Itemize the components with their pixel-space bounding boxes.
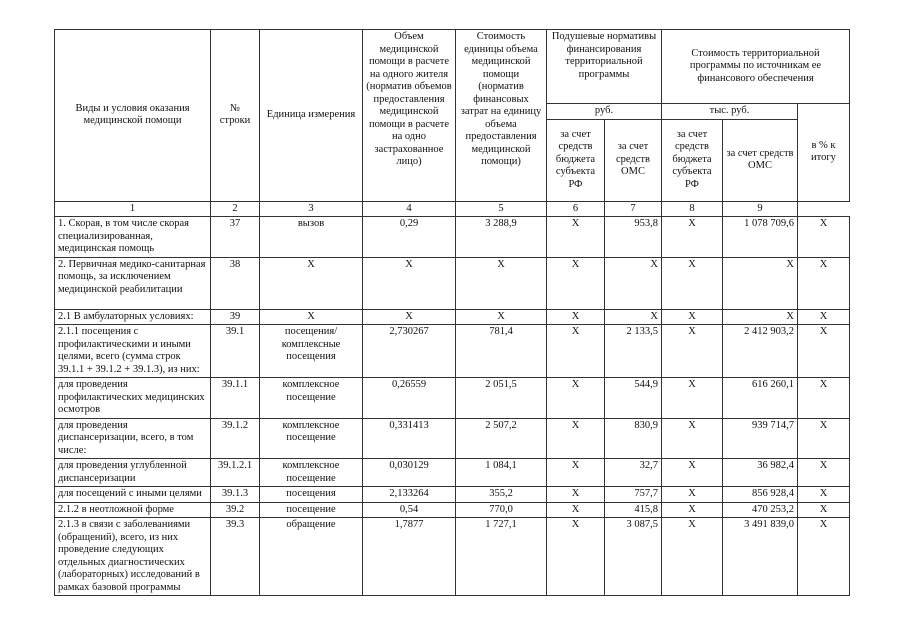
column-number: 2 bbox=[211, 201, 260, 217]
header-per-capita: Подушевые нормативы финансирования территориальной программы bbox=[547, 30, 662, 104]
row-budget-rub: Х bbox=[547, 257, 605, 309]
row-oms-rub: 3 087,5 bbox=[605, 518, 662, 596]
column-number: 7 bbox=[605, 201, 662, 217]
row-cost: Х bbox=[456, 309, 547, 325]
column-number: 9 bbox=[723, 201, 798, 217]
header-program-cost: Стоимость территориальной программы по источникам ее финансового обеспечения bbox=[662, 30, 850, 104]
row-budget-rub: Х bbox=[547, 418, 605, 459]
row-name: 2.1 В амбулаторных условиях: bbox=[55, 309, 211, 325]
table-row bbox=[55, 309, 850, 325]
row-oms-rub: 544,9 bbox=[605, 378, 662, 419]
row-cost: 2 507,2 bbox=[456, 418, 547, 459]
row-budget-rub: Х bbox=[547, 502, 605, 518]
row-oms-thous: 3 491 839,0 bbox=[723, 518, 798, 596]
row-unit: комплексное посещение bbox=[260, 459, 363, 487]
table-body bbox=[55, 217, 850, 596]
row-cost: Х bbox=[456, 257, 547, 309]
row-budget-rub: Х bbox=[547, 459, 605, 487]
header-unit: Единица измерения bbox=[260, 30, 363, 202]
row-cost: 1 727,1 bbox=[456, 518, 547, 596]
row-cost: 355,2 bbox=[456, 487, 547, 503]
row-number: 39.1 bbox=[211, 325, 260, 378]
row-budget-rub: Х bbox=[547, 325, 605, 378]
table-row bbox=[55, 502, 850, 518]
column-number: 8 bbox=[662, 201, 723, 217]
row-unit: посещения bbox=[260, 487, 363, 503]
row-budget-thous: Х bbox=[662, 502, 723, 518]
row-oms-thous: 856 928,4 bbox=[723, 487, 798, 503]
table-row bbox=[55, 217, 850, 258]
row-budget-thous: Х bbox=[662, 325, 723, 378]
row-oms-rub: 757,7 bbox=[605, 487, 662, 503]
column-number: 5 bbox=[456, 201, 547, 217]
row-unit: посещение bbox=[260, 502, 363, 518]
table-row bbox=[55, 487, 850, 503]
row-oms-thous: 2 412 903,2 bbox=[723, 325, 798, 378]
row-oms-thous: 1 078 709,6 bbox=[723, 217, 798, 258]
row-oms-rub: 953,8 bbox=[605, 217, 662, 258]
row-oms-rub: 415,8 bbox=[605, 502, 662, 518]
row-oms-rub: 2 133,5 bbox=[605, 325, 662, 378]
row-volume: 0,54 bbox=[363, 502, 456, 518]
row-unit: Х bbox=[260, 309, 363, 325]
row-volume: 0,331413 bbox=[363, 418, 456, 459]
row-name: для проведения профилактических медицинских осмотров bbox=[55, 378, 211, 419]
row-unit: комплексное посещение bbox=[260, 378, 363, 419]
row-oms-thous: 36 982,4 bbox=[723, 459, 798, 487]
row-cost: 770,0 bbox=[456, 502, 547, 518]
row-oms-rub: 32,7 bbox=[605, 459, 662, 487]
row-budget-rub: Х bbox=[547, 487, 605, 503]
row-budget-rub: Х bbox=[547, 518, 605, 596]
row-budget-rub: Х bbox=[547, 309, 605, 325]
row-oms-rub: Х bbox=[605, 309, 662, 325]
row-budget-thous: Х bbox=[662, 418, 723, 459]
header-oms-rub: за счет средств ОМС bbox=[605, 119, 662, 201]
row-cost: 2 051,5 bbox=[456, 378, 547, 419]
row-unit: Х bbox=[260, 257, 363, 309]
row-percent: Х bbox=[798, 518, 850, 596]
row-budget-rub: Х bbox=[547, 217, 605, 258]
row-percent: Х bbox=[798, 325, 850, 378]
row-name: для проведения углубленной диспансеризации bbox=[55, 459, 211, 487]
row-percent: Х bbox=[798, 487, 850, 503]
row-name: для проведения диспансеризации, всего, в том числе: bbox=[55, 418, 211, 459]
row-volume: 2,730267 bbox=[363, 325, 456, 378]
table-row bbox=[55, 459, 850, 487]
row-number: 39.1.3 bbox=[211, 487, 260, 503]
header-cost: Стоимость единицы объема медицинской помощи (норматив финансовых затрат на единицу объема предоставления медицинской помощи) bbox=[456, 30, 547, 202]
row-cost: 1 084,1 bbox=[456, 459, 547, 487]
row-percent: Х bbox=[798, 459, 850, 487]
header-budget-thous: за счет средств бюджета субъекта РФ bbox=[662, 119, 723, 201]
row-budget-thous: Х bbox=[662, 378, 723, 419]
row-oms-thous: 616 260,1 bbox=[723, 378, 798, 419]
row-volume: 0,26559 bbox=[363, 378, 456, 419]
row-cost: 781,4 bbox=[456, 325, 547, 378]
row-name: 2.1.2 в неотложной форме bbox=[55, 502, 211, 518]
row-name: для посещений с иными целями bbox=[55, 487, 211, 503]
header-volume: Объем медицинской помощи в расчете на одного жителя (норматив объемов предоставления медицинской помощи в расчете на одно застрахованное лицо) bbox=[363, 30, 456, 202]
row-budget-thous: Х bbox=[662, 459, 723, 487]
row-unit: обращение bbox=[260, 518, 363, 596]
table-row bbox=[55, 257, 850, 309]
row-percent: Х bbox=[798, 418, 850, 459]
row-number: 39.1.2.1 bbox=[211, 459, 260, 487]
row-volume: 1,7877 bbox=[363, 518, 456, 596]
table-row bbox=[55, 378, 850, 419]
row-percent: Х bbox=[798, 502, 850, 518]
row-oms-thous: 939 714,7 bbox=[723, 418, 798, 459]
row-budget-thous: Х bbox=[662, 309, 723, 325]
row-budget-rub: Х bbox=[547, 378, 605, 419]
column-number: 4 bbox=[363, 201, 456, 217]
row-percent: Х bbox=[798, 309, 850, 325]
row-oms-thous: Х bbox=[723, 309, 798, 325]
program-cost-table bbox=[54, 29, 850, 596]
row-number: 37 bbox=[211, 217, 260, 258]
row-unit: посещения/ комплексные посещения bbox=[260, 325, 363, 378]
header-kind: Виды и условия оказания медицинской помощи bbox=[55, 30, 211, 202]
table-row bbox=[55, 325, 850, 378]
row-oms-rub: Х bbox=[605, 257, 662, 309]
header-row-number: № строки bbox=[211, 30, 260, 202]
row-number: 39 bbox=[211, 309, 260, 325]
row-percent: Х bbox=[798, 378, 850, 419]
row-unit: комплексное посещение bbox=[260, 418, 363, 459]
row-percent: Х bbox=[798, 217, 850, 258]
column-number: 1 bbox=[55, 201, 211, 217]
row-budget-thous: Х bbox=[662, 217, 723, 258]
row-volume: 2,133264 bbox=[363, 487, 456, 503]
row-name: 2. Первичная медико-санитарная помощь, за исключением медицинской реабилитации bbox=[55, 257, 211, 309]
header-oms-thous: за счет средств ОМС bbox=[723, 119, 798, 201]
row-number: 39.2 bbox=[211, 502, 260, 518]
row-volume: 0,030129 bbox=[363, 459, 456, 487]
row-budget-thous: Х bbox=[662, 487, 723, 503]
row-budget-thous: Х bbox=[662, 257, 723, 309]
header-rub: руб. bbox=[547, 104, 662, 120]
row-unit: вызов bbox=[260, 217, 363, 258]
row-name: 2.1.3 в связи с заболеваниями (обращений), всего, из них проведение следующих отдельных диагностических (лабораторных) исследований в рамках базовой программы bbox=[55, 518, 211, 596]
header-budget-rub: за счет средств бюджета субъекта РФ bbox=[547, 119, 605, 201]
row-number: 39.1.2 bbox=[211, 418, 260, 459]
row-oms-rub: 830,9 bbox=[605, 418, 662, 459]
row-volume: Х bbox=[363, 257, 456, 309]
header-percent: в % к итогу bbox=[798, 104, 850, 202]
table-row bbox=[55, 418, 850, 459]
column-number: 6 bbox=[547, 201, 605, 217]
row-volume: 0,29 bbox=[363, 217, 456, 258]
table-row bbox=[55, 518, 850, 596]
row-volume: Х bbox=[363, 309, 456, 325]
row-number: 39.1.1 bbox=[211, 378, 260, 419]
row-cost: 3 288,9 bbox=[456, 217, 547, 258]
row-name: 2.1.1 посещения с профилактическими и иными целями, всего (сумма строк 39.1.1 + 39.1.2 + 39.1.3), из них: bbox=[55, 325, 211, 378]
header-thous-rub: тыс. руб. bbox=[662, 104, 798, 120]
row-number: 38 bbox=[211, 257, 260, 309]
row-oms-thous: Х bbox=[723, 257, 798, 309]
row-budget-thous: Х bbox=[662, 518, 723, 596]
row-number: 39.3 bbox=[211, 518, 260, 596]
row-oms-thous: 470 253,2 bbox=[723, 502, 798, 518]
column-number: 3 bbox=[260, 201, 363, 217]
row-name: 1. Скорая, в том числе скорая специализированная, медицинская помощь bbox=[55, 217, 211, 258]
row-percent: Х bbox=[798, 257, 850, 309]
